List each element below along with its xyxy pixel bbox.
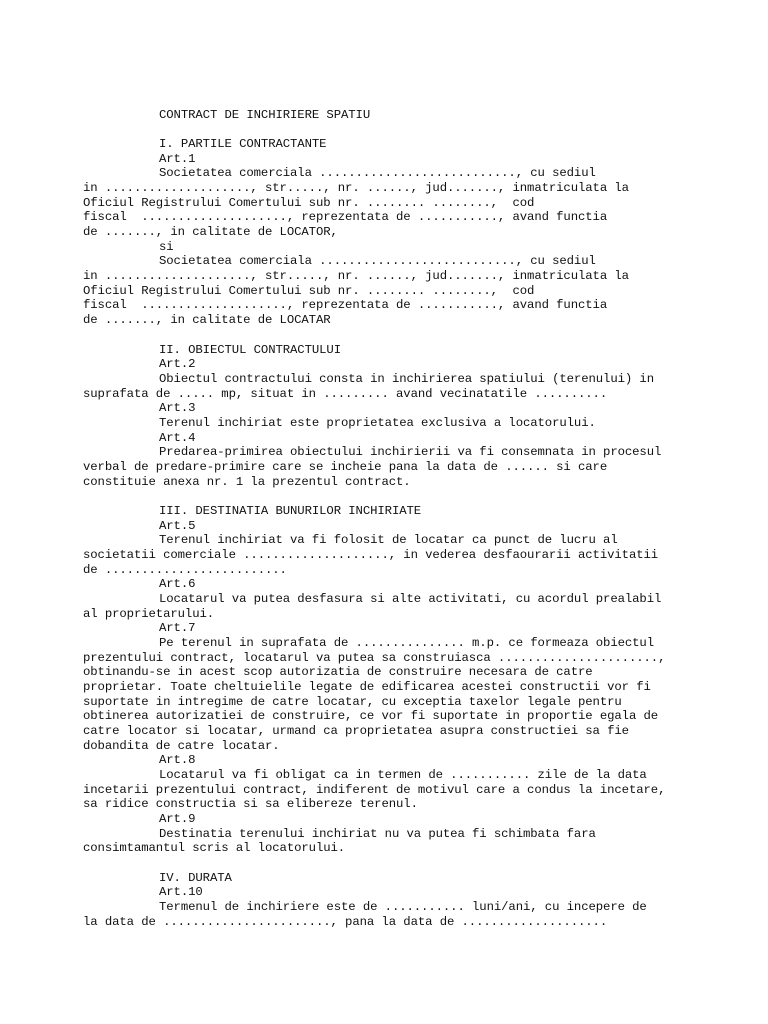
- text-line: fiscal ...................., reprezentata de ..........., avand functia: [83, 298, 608, 312]
- article-number: Art.8: [159, 753, 196, 767]
- text-line: in ...................., str....., nr. ......, jud......., inmatriculata la: [83, 269, 629, 283]
- text-line: Destinatia terenului inchiriat nu va putea fi schimbata fara: [159, 827, 596, 841]
- text-line: societatii comerciale ...................., in vederea desfaourarii activitatii: [83, 548, 659, 562]
- article-number: Art.4: [159, 431, 196, 445]
- article-number: Art.1: [159, 152, 196, 166]
- text-line: constituie anexa nr. 1 la prezentul contract.: [83, 475, 411, 489]
- text-line: Obiectul contractului consta in inchirierea spatiului (terenului) in: [159, 372, 654, 386]
- article-number: Art.7: [159, 621, 196, 635]
- article-number: Art.3: [159, 401, 196, 415]
- text-line: Terenul inchiriat va fi folosit de locatar ca punct de lucru al: [159, 533, 618, 547]
- text-line: in ...................., str....., nr. ......, jud......., inmatriculata la: [83, 181, 629, 195]
- text-line: Terenul inchiriat este proprietatea exclusiva a locatorului.: [159, 416, 596, 430]
- text-line: Societatea comerciala ..........................., cu sediul: [159, 254, 596, 268]
- text-line: de ......., in calitate de LOCATOR,: [83, 225, 338, 239]
- document-title: CONTRACT DE INCHIRIERE SPATIU: [159, 108, 371, 122]
- text-line: la data de ......................., pana la data de ....................: [83, 915, 608, 929]
- text-line: si: [159, 240, 174, 254]
- article-number: Art.2: [159, 357, 196, 371]
- article-number: Art.6: [159, 577, 196, 591]
- text-line: suportate in intregime de catre locatar, cu exceptia taxelor legale pentru: [83, 695, 622, 709]
- section-heading: I. PARTILE CONTRACTANTE: [159, 137, 327, 151]
- text-line: al proprietarului.: [83, 607, 215, 621]
- text-line: de ......., in calitate de LOCATAR: [83, 313, 331, 327]
- section-heading: II. OBIECTUL CONTRACTULUI: [159, 343, 341, 357]
- text-line: dobandita de catre locatar.: [83, 739, 280, 753]
- text-line: Predarea-primirea obiectului inchirierii va fi consemnata in procesul: [159, 445, 662, 459]
- text-line: proprietar. Toate cheltuielile legate de edificarea acestei constructii vor fi: [83, 680, 651, 694]
- text-line: verbal de predare-primire care se incheie pana la data de ...... si care: [83, 460, 608, 474]
- text-line: Pe terenul in suprafata de ............... m.p. ce formeaza obiectul: [159, 636, 654, 650]
- section-heading: IV. DURATA: [159, 871, 232, 885]
- text-line: catre locator si locatar, urmand ca proprietatea asupra constructiei sa fie: [83, 724, 629, 738]
- text-line: suprafata de ..... mp, situat in ......... avand vecinatatile ..........: [83, 387, 608, 401]
- text-line: Locatarul va fi obligat ca in termen de ........... zile de la data: [159, 768, 647, 782]
- text-line: obtinerea autorizatiei de construire, ce vor fi suportate in proportie egala de: [83, 709, 659, 723]
- text-line: de .........................: [83, 563, 287, 577]
- text-line: consimtamantul scris al locatorului.: [83, 841, 346, 855]
- text-line: Societatea comerciala ..........................., cu sediul: [159, 166, 596, 180]
- text-line: prezentului contract, locatarul va putea sa construiasca ......................,: [83, 651, 666, 665]
- text-line: obtinandu-se in acest scop autorizatia de construire necesara de catre: [83, 665, 593, 679]
- section-heading: III. DESTINATIA BUNURILOR INCHIRIATE: [159, 504, 422, 518]
- text-line: Oficiul Registrului Comertului sub nr. ........ ........, cod: [83, 284, 535, 298]
- text-line: incetarii prezentului contract, indiferent de motivul care a condus la incetare,: [83, 783, 666, 797]
- text-line: sa ridice constructia si sa elibereze terenul.: [83, 797, 418, 811]
- text-line: Oficiul Registrului Comertului sub nr. ........ ........, cod: [83, 196, 535, 210]
- article-number: Art.5: [159, 519, 196, 533]
- text-line: Termenul de inchiriere este de ........... luni/ani, cu incepere de: [159, 900, 647, 914]
- text-line: fiscal ...................., reprezentata de ..........., avand functia: [83, 210, 608, 224]
- text-line: Locatarul va putea desfasura si alte activitati, cu acordul prealabil: [159, 592, 662, 606]
- article-number: Art.9: [159, 812, 196, 826]
- article-number: Art.10: [159, 885, 203, 899]
